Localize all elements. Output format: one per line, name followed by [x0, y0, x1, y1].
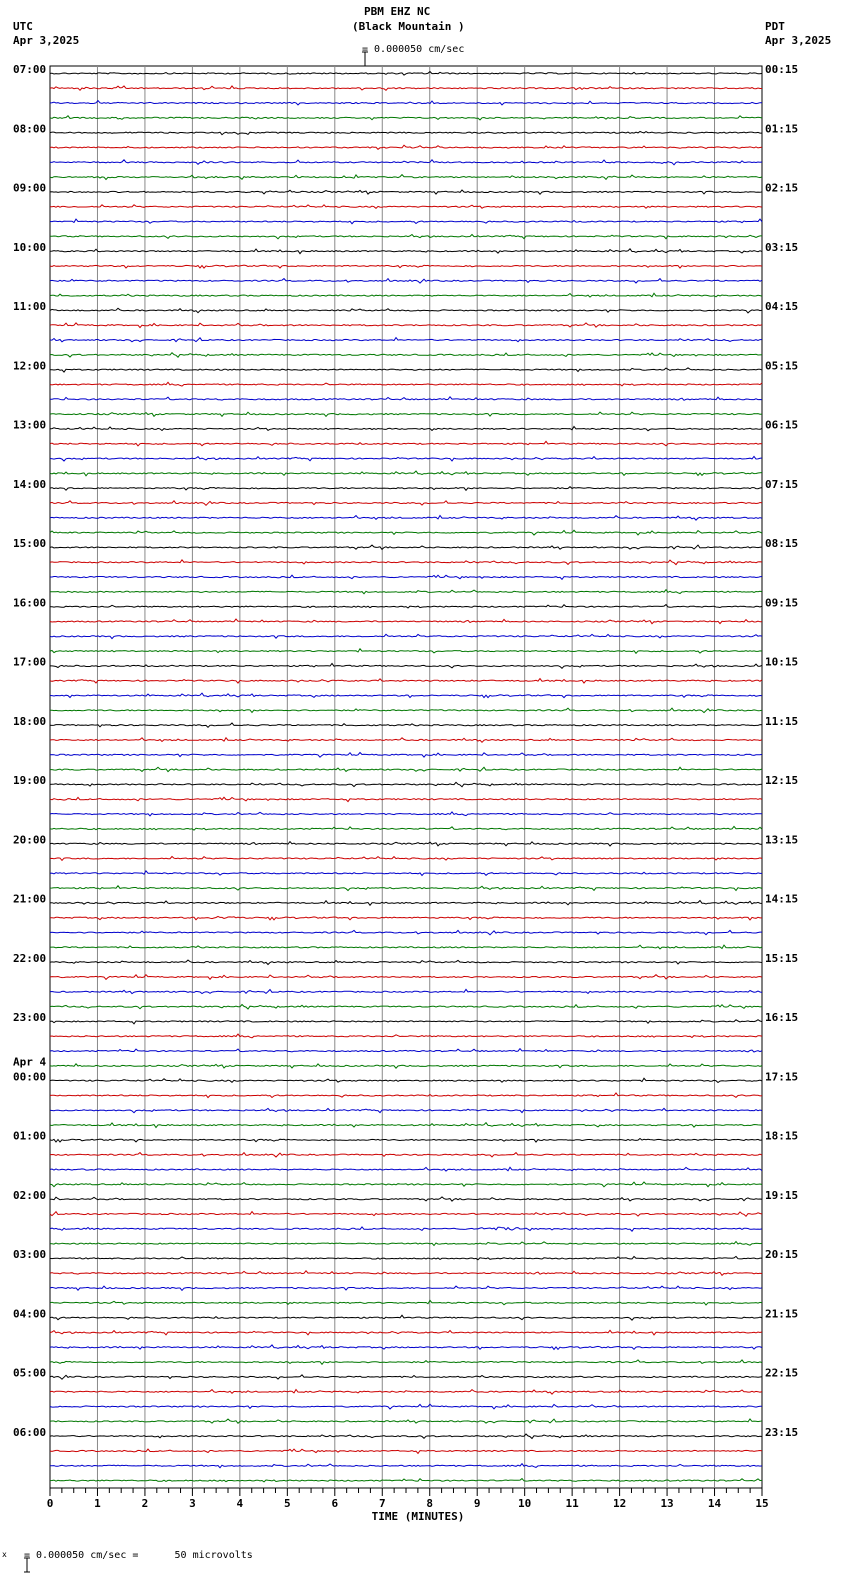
- x-tick-label: 9: [473, 1497, 481, 1510]
- right-hour-label: 23:15: [765, 1425, 799, 1439]
- seismic-trace-46: [50, 753, 762, 758]
- seismic-trace-85: [50, 1330, 762, 1335]
- right-hour-label: 07:15: [765, 477, 799, 491]
- seismic-trace-58: [50, 930, 762, 934]
- seismic-trace-38: [50, 634, 762, 638]
- x-tick-label: 5: [284, 1497, 291, 1510]
- seismic-trace-53: [50, 857, 762, 861]
- seismic-trace-93: [50, 1449, 762, 1453]
- seismic-trace-29: [50, 501, 762, 506]
- right-hour-label: 15:15: [765, 951, 799, 965]
- seismic-trace-9: [50, 205, 762, 209]
- right-hour-label: 13:15: [765, 833, 799, 847]
- seismic-trace-8: [50, 190, 762, 194]
- right-hour-label: 02:15: [765, 181, 799, 195]
- x-tick-label: 6: [331, 1497, 339, 1510]
- seismic-trace-7: [50, 175, 762, 180]
- seismic-trace-64: [50, 1020, 762, 1024]
- left-date: Apr 3,2025: [13, 34, 80, 47]
- trace-group: [50, 72, 762, 1482]
- seismic-trace-71: [50, 1123, 762, 1128]
- location-title: (Black Mountain ): [352, 20, 465, 33]
- right-hour-label: 22:15: [765, 1366, 799, 1380]
- left-hour-label: 07:00: [13, 63, 47, 76]
- day-change-label: Apr 4: [13, 1055, 47, 1069]
- seismic-trace-62: [50, 989, 762, 993]
- x-tick-label: 15: [755, 1497, 769, 1510]
- seismic-trace-48: [50, 782, 762, 787]
- right-timezone: PDT: [765, 20, 785, 33]
- right-hour-label: 09:15: [765, 596, 799, 610]
- right-hour-label: 14:15: [765, 892, 799, 906]
- x-axis-label: TIME (MINUTES): [371, 1510, 465, 1523]
- seismic-trace-49: [50, 797, 762, 801]
- seismic-trace-81: [50, 1271, 762, 1276]
- left-hour-labels: [13, 63, 46, 1439]
- footer-scale-prefix: x: [2, 1550, 7, 1559]
- right-hour-label: 03:15: [765, 240, 799, 254]
- left-hour-label: 10:00: [13, 240, 47, 254]
- seismic-trace-84: [50, 1315, 762, 1320]
- left-hour-label: 14:00: [13, 477, 47, 491]
- x-tick-label: 1: [94, 1497, 101, 1510]
- seismic-trace-72: [50, 1139, 762, 1143]
- right-hour-label: 19:15: [765, 1188, 799, 1202]
- left-hour-label: 08:00: [13, 122, 47, 136]
- right-hour-label: 11:15: [765, 714, 799, 728]
- left-hour-label: 02:00: [13, 1188, 47, 1202]
- right-hour-label: 08:15: [765, 537, 799, 550]
- seismic-trace-80: [50, 1256, 762, 1259]
- seismic-trace-18: [50, 338, 762, 342]
- right-hour-label: 00:15: [765, 63, 799, 76]
- plot-frame: [50, 66, 762, 1488]
- left-hour-label: 01:00: [13, 1129, 47, 1143]
- left-hour-label: 13:00: [13, 418, 47, 432]
- seismic-trace-24: [50, 427, 762, 431]
- left-hour-label: 05:00: [13, 1366, 47, 1380]
- seismic-trace-95: [50, 1479, 762, 1482]
- left-hour-label: 18:00: [13, 714, 47, 728]
- seismic-trace-70: [50, 1108, 762, 1112]
- seismic-trace-68: [50, 1078, 762, 1082]
- plot-grid: [50, 66, 762, 1488]
- seismic-trace-31: [50, 530, 762, 535]
- seismic-trace-69: [50, 1093, 762, 1098]
- seismic-trace-43: [50, 708, 762, 712]
- seismic-trace-67: [50, 1064, 762, 1068]
- x-tick-label: 13: [660, 1497, 674, 1510]
- seismic-trace-36: [50, 605, 762, 608]
- seismic-trace-23: [50, 412, 762, 416]
- right-hour-label: 16:15: [765, 1011, 799, 1024]
- seismic-trace-88: [50, 1375, 762, 1379]
- left-hour-label: 17:00: [13, 655, 47, 669]
- left-hour-label: 22:00: [13, 951, 47, 965]
- x-tick-label: 8: [426, 1497, 434, 1510]
- seismic-trace-35: [50, 590, 762, 594]
- seismic-trace-51: [50, 826, 762, 830]
- scale-text: = 0.000050 cm/sec: [362, 44, 465, 55]
- seismic-trace-74: [50, 1167, 762, 1171]
- seismic-trace-1: [50, 86, 762, 90]
- x-tick-label: 14: [707, 1497, 722, 1510]
- right-hour-label: 10:15: [765, 655, 799, 669]
- seismic-trace-6: [50, 160, 762, 165]
- seismic-trace-13: [50, 265, 762, 268]
- seismic-trace-77: [50, 1212, 762, 1217]
- right-hour-label: 06:15: [765, 418, 799, 432]
- seismic-trace-63: [50, 1005, 762, 1010]
- seismic-trace-11: [50, 235, 762, 239]
- right-hour-label: 04:15: [765, 300, 799, 313]
- seismic-trace-16: [50, 308, 762, 313]
- seismic-trace-55: [50, 886, 762, 891]
- seismic-trace-25: [50, 441, 762, 446]
- seismic-trace-30: [50, 516, 762, 521]
- left-hour-label: 00:00: [13, 1070, 47, 1084]
- seismic-trace-42: [50, 693, 762, 697]
- x-tick-label: 2: [141, 1497, 149, 1510]
- seismic-trace-87: [50, 1360, 762, 1364]
- seismic-trace-44: [50, 723, 762, 727]
- seismic-trace-78: [50, 1227, 762, 1231]
- seismic-trace-21: [50, 382, 762, 386]
- seismic-trace-86: [50, 1345, 762, 1350]
- seismic-trace-94: [50, 1464, 762, 1468]
- right-hour-label: 01:15: [765, 122, 799, 136]
- seismic-trace-60: [50, 960, 762, 965]
- right-hour-labels: [765, 63, 798, 1439]
- x-tick-label: 12: [612, 1497, 627, 1510]
- seismic-trace-22: [50, 397, 762, 401]
- x-axis: [47, 1488, 769, 1510]
- seismic-trace-47: [50, 767, 762, 771]
- seismic-trace-14: [50, 279, 762, 284]
- seismic-trace-27: [50, 471, 762, 476]
- seismic-trace-32: [50, 545, 762, 549]
- seismic-trace-20: [50, 368, 762, 372]
- seismic-trace-61: [50, 975, 762, 980]
- seismic-trace-0: [50, 72, 762, 76]
- seismic-trace-17: [50, 323, 762, 328]
- seismic-trace-79: [50, 1242, 762, 1246]
- left-hour-label: 06:00: [13, 1425, 47, 1439]
- left-timezone: UTC: [13, 20, 33, 33]
- right-date: Apr 3,2025: [765, 34, 832, 47]
- seismic-trace-82: [50, 1286, 762, 1290]
- left-hour-label: 23:00: [13, 1011, 47, 1024]
- left-hour-label: 16:00: [13, 596, 47, 610]
- seismic-trace-5: [50, 145, 762, 149]
- seismic-trace-37: [50, 619, 762, 624]
- seismic-trace-40: [50, 664, 762, 669]
- station-title: PBM EHZ NC: [364, 5, 431, 18]
- x-tick-label: 7: [378, 1497, 386, 1510]
- footer-scale-icon: [11, 1544, 17, 1560]
- seismic-trace-2: [50, 101, 762, 105]
- seismic-trace-50: [50, 812, 762, 816]
- left-hour-label: 15:00: [13, 537, 47, 550]
- right-hour-label: 21:15: [765, 1307, 799, 1321]
- seismic-trace-92: [50, 1434, 762, 1439]
- seismic-trace-52: [50, 842, 762, 846]
- x-tick-label: 0: [46, 1497, 54, 1510]
- seismic-trace-10: [50, 219, 762, 224]
- x-tick-label: 11: [565, 1497, 579, 1510]
- footer-scale-text: = 0.000050 cm/sec = 50 microvolts: [24, 1550, 253, 1561]
- seismic-trace-26: [50, 456, 762, 461]
- right-hour-label: 17:15: [765, 1070, 799, 1084]
- seismic-trace-19: [50, 353, 762, 358]
- left-hour-label: 04:00: [13, 1307, 47, 1321]
- x-tick-label: 3: [189, 1497, 196, 1510]
- left-hour-label: 11:00: [13, 300, 47, 313]
- seismic-trace-65: [50, 1034, 762, 1038]
- seismic-trace-83: [50, 1300, 762, 1305]
- right-hour-label: 20:15: [765, 1248, 799, 1261]
- seismic-trace-15: [50, 293, 762, 297]
- seismic-trace-39: [50, 649, 762, 654]
- x-tick-label: 4: [236, 1497, 244, 1510]
- seismic-trace-75: [50, 1182, 762, 1187]
- seismic-trace-34: [50, 575, 762, 579]
- seismic-trace-33: [50, 560, 762, 565]
- seismic-trace-41: [50, 679, 762, 684]
- seismic-trace-54: [50, 871, 762, 876]
- seismic-trace-73: [50, 1153, 762, 1157]
- seismic-trace-76: [50, 1197, 762, 1201]
- left-hour-label: 19:00: [13, 774, 47, 787]
- seismic-trace-56: [50, 901, 762, 906]
- left-hour-label: 21:00: [13, 892, 47, 906]
- seismic-trace-91: [50, 1419, 762, 1423]
- left-hour-label: 20:00: [13, 833, 47, 847]
- seismic-trace-45: [50, 738, 762, 743]
- right-hour-label: 05:15: [765, 359, 799, 373]
- seismic-trace-28: [50, 487, 762, 491]
- left-hour-label: 12:00: [13, 359, 47, 373]
- seismic-trace-90: [50, 1404, 762, 1409]
- seismic-trace-66: [50, 1049, 762, 1052]
- seismic-trace-89: [50, 1390, 762, 1395]
- right-hour-label: 18:15: [765, 1129, 799, 1143]
- x-tick-label: 10: [518, 1497, 532, 1510]
- seismic-trace-4: [50, 132, 762, 135]
- left-hour-label: 09:00: [13, 181, 47, 195]
- seismic-trace-57: [50, 916, 762, 920]
- right-hour-label: 12:15: [765, 774, 799, 787]
- seismic-trace-3: [50, 116, 762, 120]
- left-hour-label: 03:00: [13, 1248, 47, 1261]
- seismic-trace-12: [50, 249, 762, 254]
- seismic-trace-59: [50, 945, 762, 949]
